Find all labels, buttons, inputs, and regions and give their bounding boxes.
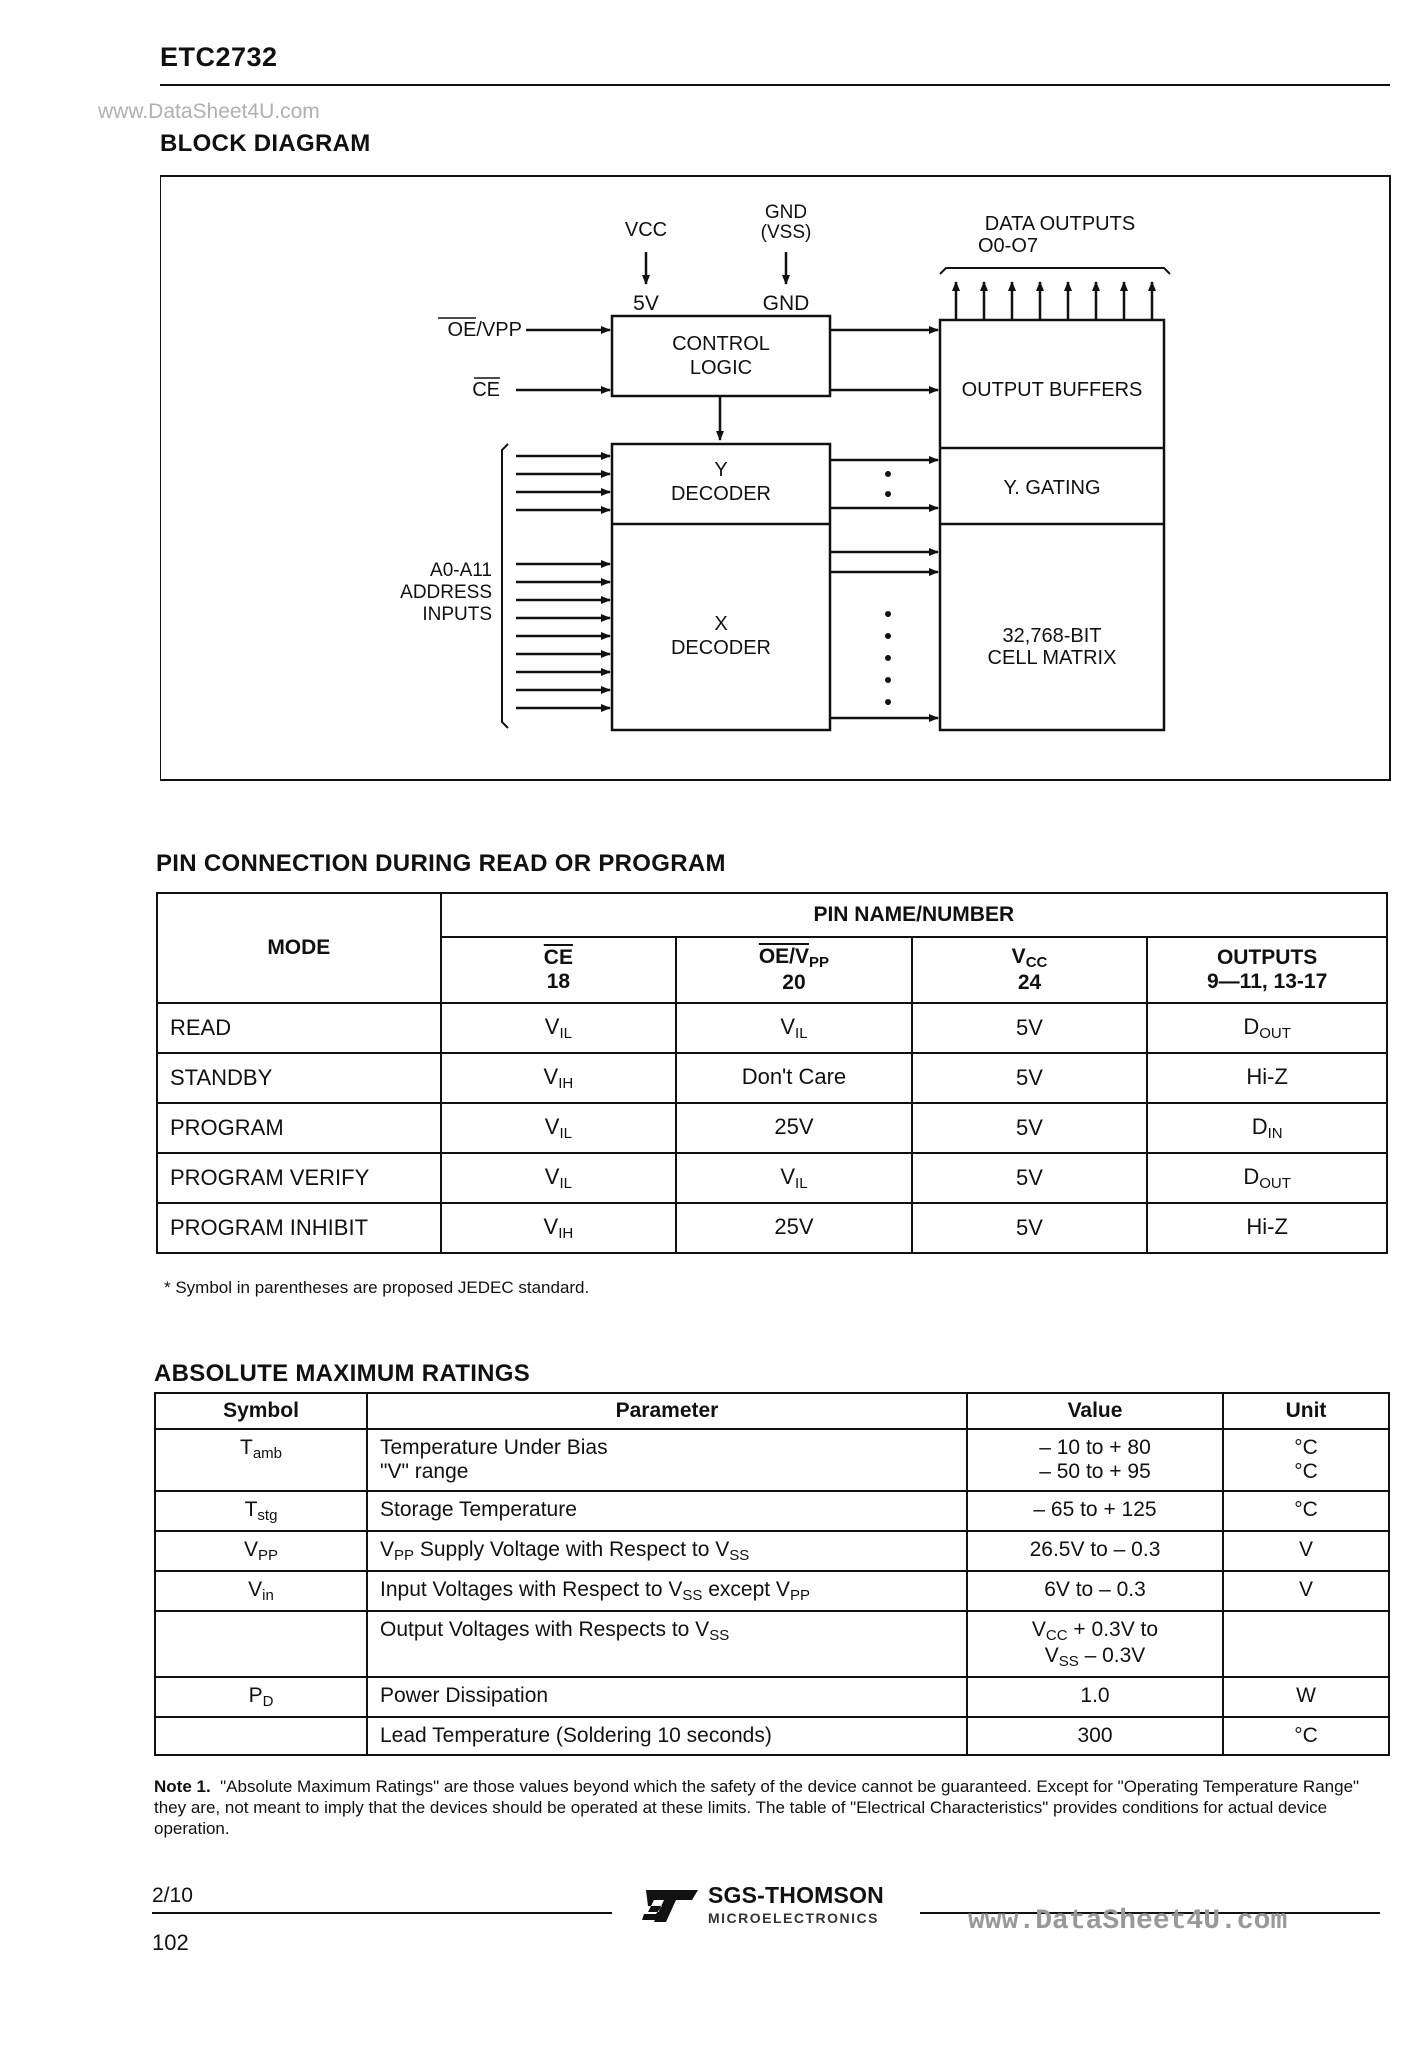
data-outputs-label: DATA OUTPUTS	[984, 213, 1136, 235]
table-row: READ $V_{IL}$ $V_{IL}$ 5V $D_{OUT}$	[157, 1003, 1387, 1053]
gnd-label: GND	[764, 202, 808, 223]
note-text: "Absolute Maximum Ratings" are those values beyond which the safety of the device cannot be guaranteed. Except for "Operating Temperature Range" they are, not meant to imply that the devices should be operated at these limits. The table of "Electrical Characteristics" provides conditions for actual device operation.	[154, 1777, 1360, 1838]
col-oe-header	[676, 937, 912, 1003]
watermark-top[interactable]: www.DataSheet4U.com	[98, 100, 320, 123]
table-row: PROGRAM INHIBIT $V_{IH}$ 25V 5V Hi-Z	[157, 1203, 1387, 1253]
outputs-header-name: OUTPUTS	[1216, 946, 1318, 969]
oe-header-sub: PP	[809, 954, 830, 971]
table-row: $P_D$ Power Dissipation 1.0 W	[155, 1677, 1389, 1717]
col-ce-header	[441, 937, 677, 1003]
cell-matrix-l2: CELL MATRIX	[987, 647, 1117, 669]
output-buffers-label: OUTPUT BUFFERS	[961, 379, 1143, 401]
value-header: Value	[967, 1393, 1223, 1429]
address-arrows	[516, 456, 610, 708]
symbol-header: Symbol	[155, 1393, 367, 1429]
row-mode: STANDBY	[157, 1053, 441, 1103]
pin-footnote: * Symbol in parentheses are proposed JEDEC standard.	[164, 1278, 590, 1297]
footer-rule-left	[152, 1912, 612, 1914]
pin-connection-table	[156, 892, 1388, 1254]
st-logo-icon	[640, 1886, 702, 1926]
table-row: $T_{amb}$ Temperature Under Bias "V" range – 10 to + 80 – 50 to + 95 °C °C	[155, 1429, 1389, 1491]
ce-label: CE	[472, 379, 500, 401]
col-vcc-header	[912, 937, 1148, 1003]
amr-title: ABSOLUTE MAXIMUM RATINGS	[154, 1360, 531, 1387]
amr-table	[154, 1392, 1390, 1756]
note-label: Note 1.	[154, 1777, 211, 1796]
table-row: $V_{in}$ Input Voltages with Respect to $V_{SS}$ except $V_{PP}$ 6V to – 0.3 V	[155, 1571, 1389, 1611]
diagram-frame	[160, 176, 1390, 780]
amr-note	[154, 1776, 1394, 1839]
table-row: $T_{stg}$ Storage Temperature – 65 to + 125 °C	[155, 1491, 1389, 1531]
address-label-l3: INPUTS	[422, 604, 492, 625]
data-outputs-bracket	[940, 268, 1170, 274]
pin-connection-title: PIN CONNECTION DURING READ OR PROGRAM	[156, 850, 726, 877]
unit-header: Unit	[1223, 1393, 1389, 1429]
pin-name-number-header: PIN NAME/NUMBER	[441, 893, 1387, 937]
mode-header: MODE	[157, 893, 441, 1003]
vcc-header-name: V	[1011, 945, 1026, 968]
gnd-sub-label: (VSS)	[760, 222, 812, 243]
vcc-header-sub: CC	[1025, 954, 1048, 971]
row-mode: READ	[157, 1003, 441, 1053]
address-label-l2: ADDRESS	[400, 582, 492, 603]
outputs-header-num: 9—11, 13-17	[1207, 970, 1328, 993]
parameter-header: Parameter	[367, 1393, 967, 1429]
table-row: Output Voltages with Respects to $V_{SS}$ $V_{CC} + 0.3V$ to $V_{SS} - 0.3V$	[155, 1611, 1389, 1677]
col-outputs-header	[1147, 937, 1387, 1003]
x-decoder-l2: DECODER	[670, 637, 772, 659]
address-bracket	[502, 444, 508, 728]
control-logic-l1: CONTROL	[672, 333, 770, 355]
row-mode: PROGRAM	[157, 1103, 441, 1153]
watermark-bottom[interactable]: www.DataSheet4U.com	[968, 1906, 1288, 1937]
data-output-arrows	[956, 282, 1152, 320]
oe-header-num: 20	[782, 971, 806, 994]
control-logic-l2: LOGIC	[689, 357, 753, 379]
header-rule	[160, 84, 1390, 86]
control-logic-box	[612, 316, 830, 396]
cell-matrix-l1: 32,768-BIT	[1002, 625, 1102, 647]
data-outputs-range: O0-O7	[977, 235, 1039, 257]
vcc-value: 5V	[633, 292, 659, 315]
y-decoder-l2: DECODER	[670, 483, 772, 505]
vcc-header-num: 24	[1017, 971, 1042, 994]
address-label-l1: A0-A11	[430, 560, 492, 581]
document-title: ETC2732	[160, 42, 278, 72]
oe-header-name: OE/V	[758, 945, 810, 968]
page-number: 102	[152, 1930, 189, 1955]
vcc-label: VCC	[624, 219, 668, 241]
ce-header-num: 18	[546, 970, 571, 993]
block-diagram	[160, 174, 1392, 782]
table-row: $V_{PP}$ $V_{PP}$ Supply Voltage with Respect to $V_{SS}$ 26.5V to – 0.3 V	[155, 1531, 1389, 1571]
company-name: SGS-THOMSON	[708, 1882, 884, 1908]
company-subtitle: MICROELECTRONICS	[708, 1910, 879, 1926]
block-diagram-title: BLOCK DIAGRAM	[160, 130, 371, 157]
y-gating-label: Y. GATING	[1003, 477, 1101, 499]
continuation-dots	[885, 471, 891, 705]
row-mode: PROGRAM INHIBIT	[157, 1203, 441, 1253]
gnd-value: GND	[762, 292, 810, 315]
page-indicator: 2/10	[152, 1884, 193, 1907]
x-decoder-l1: X	[714, 613, 728, 635]
table-row: PROGRAM VERIFY $V_{IL}$ $V_{IL}$ 5V $D_{OUT}$	[157, 1153, 1387, 1203]
table-row: STANDBY $V_{IH}$ Don't Care 5V Hi-Z	[157, 1053, 1387, 1103]
decoder-output-arrows	[830, 460, 938, 718]
y-decoder-l1: Y	[714, 459, 728, 481]
oe-vpp-label: OE/VPP	[447, 319, 522, 341]
table-row: Lead Temperature (Soldering 10 seconds) 300 °C	[155, 1717, 1389, 1755]
row-mode: PROGRAM VERIFY	[157, 1153, 441, 1203]
ce-header-name: $\overline{CE}$	[543, 946, 573, 969]
table-row: PROGRAM $V_{IL}$ 25V 5V $D_{IN}$	[157, 1103, 1387, 1153]
